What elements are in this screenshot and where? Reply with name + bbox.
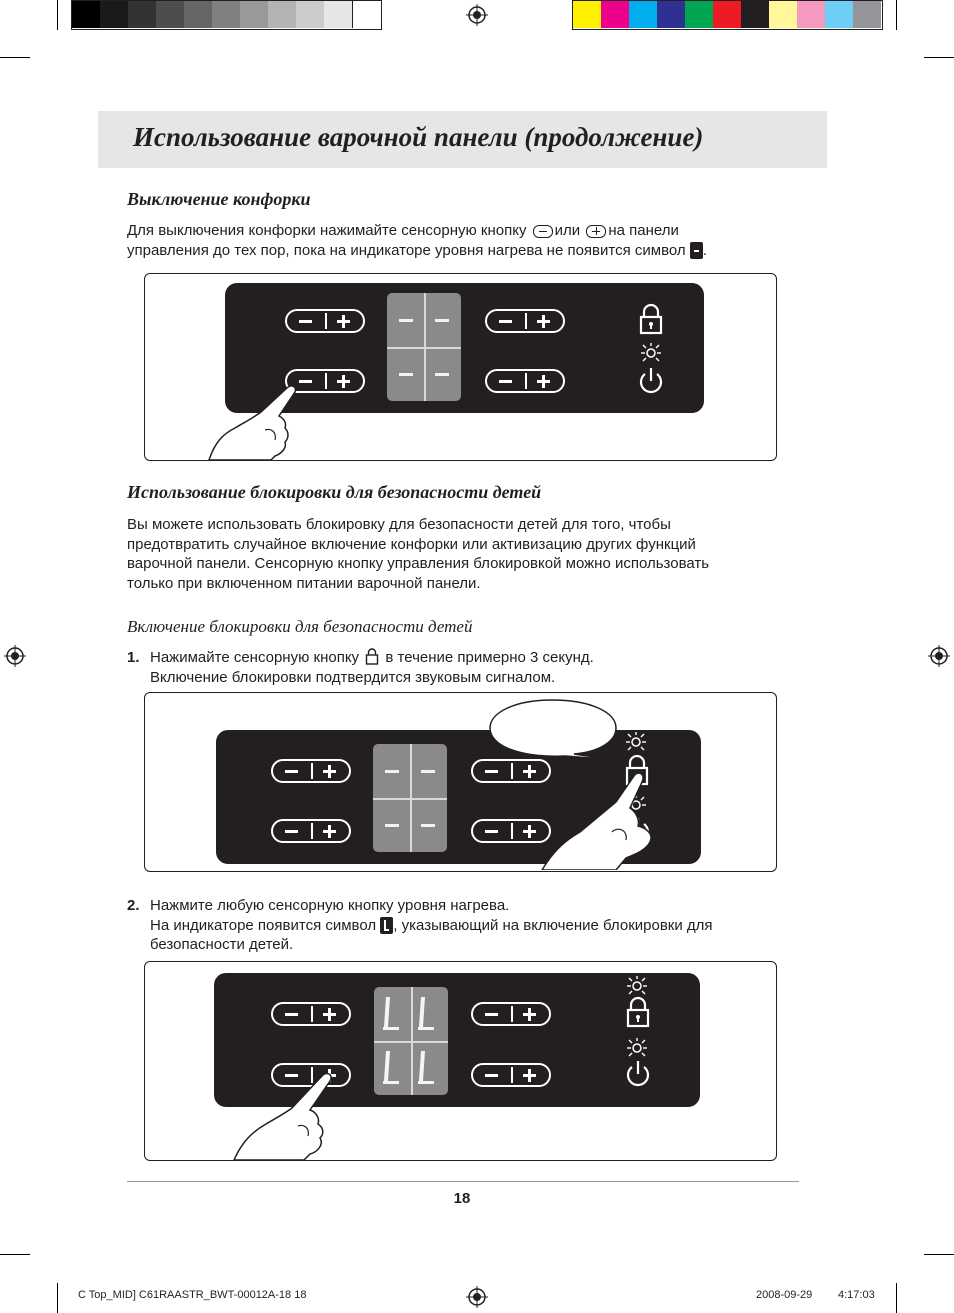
paragraph-child-lock xyxy=(127,515,847,593)
burner-control-rear-right[interactable] xyxy=(471,1002,551,1026)
gray-swatch xyxy=(212,1,240,28)
print-slug: C Top_MID] C61RAASTR_BWT-00012A-18 18 xyxy=(78,1289,307,1301)
step-text: в течение примерно 3 секунд. xyxy=(385,649,594,666)
step-text: Нажимайте сенсорную кнопку xyxy=(150,649,360,666)
heat-level-display xyxy=(373,744,447,852)
step-1-text xyxy=(150,648,830,687)
color-swatch xyxy=(825,1,853,28)
registration-target-icon xyxy=(466,1286,488,1308)
lock-icon[interactable] xyxy=(625,996,651,1028)
paragraph-text: на панели xyxy=(608,222,679,239)
gray-swatch xyxy=(72,1,100,28)
lock-icon[interactable] xyxy=(638,303,664,335)
plus-key-icon xyxy=(586,225,606,238)
crop-mark xyxy=(0,1254,30,1255)
minus-key-icon xyxy=(533,225,553,238)
lock-symbol-display-icon xyxy=(374,987,448,1095)
gray-swatch xyxy=(240,1,268,28)
crop-mark xyxy=(924,1254,954,1255)
indicator-light-icon xyxy=(626,976,648,996)
burner-control-rear-right[interactable] xyxy=(485,309,565,333)
burner-control-front-left[interactable] xyxy=(271,819,351,843)
gray-swatch xyxy=(156,1,184,28)
page-number: 18 xyxy=(453,1190,471,1207)
crop-mark xyxy=(0,57,30,58)
speech-bubble-icon xyxy=(486,698,626,764)
gray-swatch xyxy=(268,1,296,28)
step-text: Нажмите любую сенсорную кнопку уровня нагрева. xyxy=(150,897,510,914)
burner-control-rear-left[interactable] xyxy=(285,309,365,333)
print-time: 4:17:03 xyxy=(838,1289,875,1301)
indicator-light-icon xyxy=(626,1038,648,1058)
burner-control-rear-left[interactable] xyxy=(271,759,351,783)
registration-target-icon xyxy=(466,4,488,26)
burner-control-front-right[interactable] xyxy=(471,819,551,843)
paragraph-line: только при включенном питании варочной панели. xyxy=(127,574,481,592)
lock-symbol-icon xyxy=(380,917,393,934)
paragraph-text: управления до тех пор, пока на индикаторе уровня нагрева не появится символ xyxy=(127,241,686,259)
color-swatch xyxy=(601,1,629,28)
section-heading-child-lock: Использование блокировки для безопасности детей xyxy=(127,482,542,502)
section-heading-burner-off: Выключение конфорки xyxy=(127,189,311,209)
pointing-hand-icon xyxy=(205,382,315,460)
color-swatch xyxy=(769,1,797,28)
step-text: безопасности детей. xyxy=(150,936,294,953)
dash-symbol-icon xyxy=(690,242,703,259)
power-icon[interactable] xyxy=(624,1059,652,1089)
power-icon[interactable] xyxy=(637,366,665,396)
color-swatch xyxy=(657,1,685,28)
color-swatch xyxy=(629,1,657,28)
gray-swatch xyxy=(352,1,381,28)
paragraph-burner-off xyxy=(127,221,827,260)
color-swatch xyxy=(853,1,881,28)
step-number: 1. xyxy=(127,649,140,666)
registration-target-icon xyxy=(4,645,26,667)
gray-swatch xyxy=(128,1,156,28)
burner-control-front-right[interactable] xyxy=(471,1063,551,1087)
step-number: 2. xyxy=(127,897,140,914)
step-text: , указывающий на включение блокировки для xyxy=(393,916,713,934)
heat-level-display xyxy=(387,293,461,401)
color-swatch xyxy=(685,1,713,28)
crop-mark xyxy=(924,57,954,58)
burner-control-front-right[interactable] xyxy=(485,369,565,393)
step-text: На индикаторе появится символ xyxy=(150,916,377,934)
step-text: Включение блокировки подтвердится звуковым сигналом. xyxy=(150,668,556,686)
crop-mark xyxy=(896,1283,897,1313)
page-title: Использование варочной панели (продолжение) xyxy=(133,122,704,152)
lock-key-icon xyxy=(365,648,379,665)
paragraph-line: Вы можете использовать блокировку для безопасности детей для того, чтобы xyxy=(127,516,671,533)
subheading-enable-lock: Включение блокировки для безопасности детей xyxy=(127,617,473,636)
color-swatch xyxy=(741,1,769,28)
paragraph-text: или xyxy=(554,222,581,239)
color-swatch xyxy=(797,1,825,28)
paragraph-text: Для выключения конфорки нажимайте сенсорную кнопку xyxy=(127,222,527,239)
indicator-light-icon xyxy=(640,343,662,363)
step-2-text xyxy=(150,896,830,955)
pointing-hand-icon xyxy=(230,1068,345,1160)
color-swatch xyxy=(573,1,601,28)
registration-target-icon xyxy=(928,645,950,667)
paragraph-line: варочной панели. Сенсорную кнопку управления блокировкой можно использовать xyxy=(127,555,710,572)
gray-swatch xyxy=(184,1,212,28)
gray-swatch xyxy=(324,1,352,28)
color-swatch xyxy=(713,1,741,28)
paragraph-line: предотвратить случайное включение конфорки или активизацию других функций xyxy=(127,535,696,553)
paragraph-text: . xyxy=(702,241,707,259)
gray-swatch xyxy=(296,1,324,28)
footer-rule xyxy=(127,1181,799,1182)
burner-control-rear-left[interactable] xyxy=(271,1002,351,1026)
gray-swatch xyxy=(100,1,128,28)
pointing-hand-icon xyxy=(540,770,658,870)
indicator-light-icon xyxy=(625,732,647,752)
crop-mark xyxy=(57,0,58,30)
print-date: 2008-09-29 xyxy=(756,1289,813,1301)
crop-mark xyxy=(57,1283,58,1313)
crop-mark xyxy=(896,0,897,30)
